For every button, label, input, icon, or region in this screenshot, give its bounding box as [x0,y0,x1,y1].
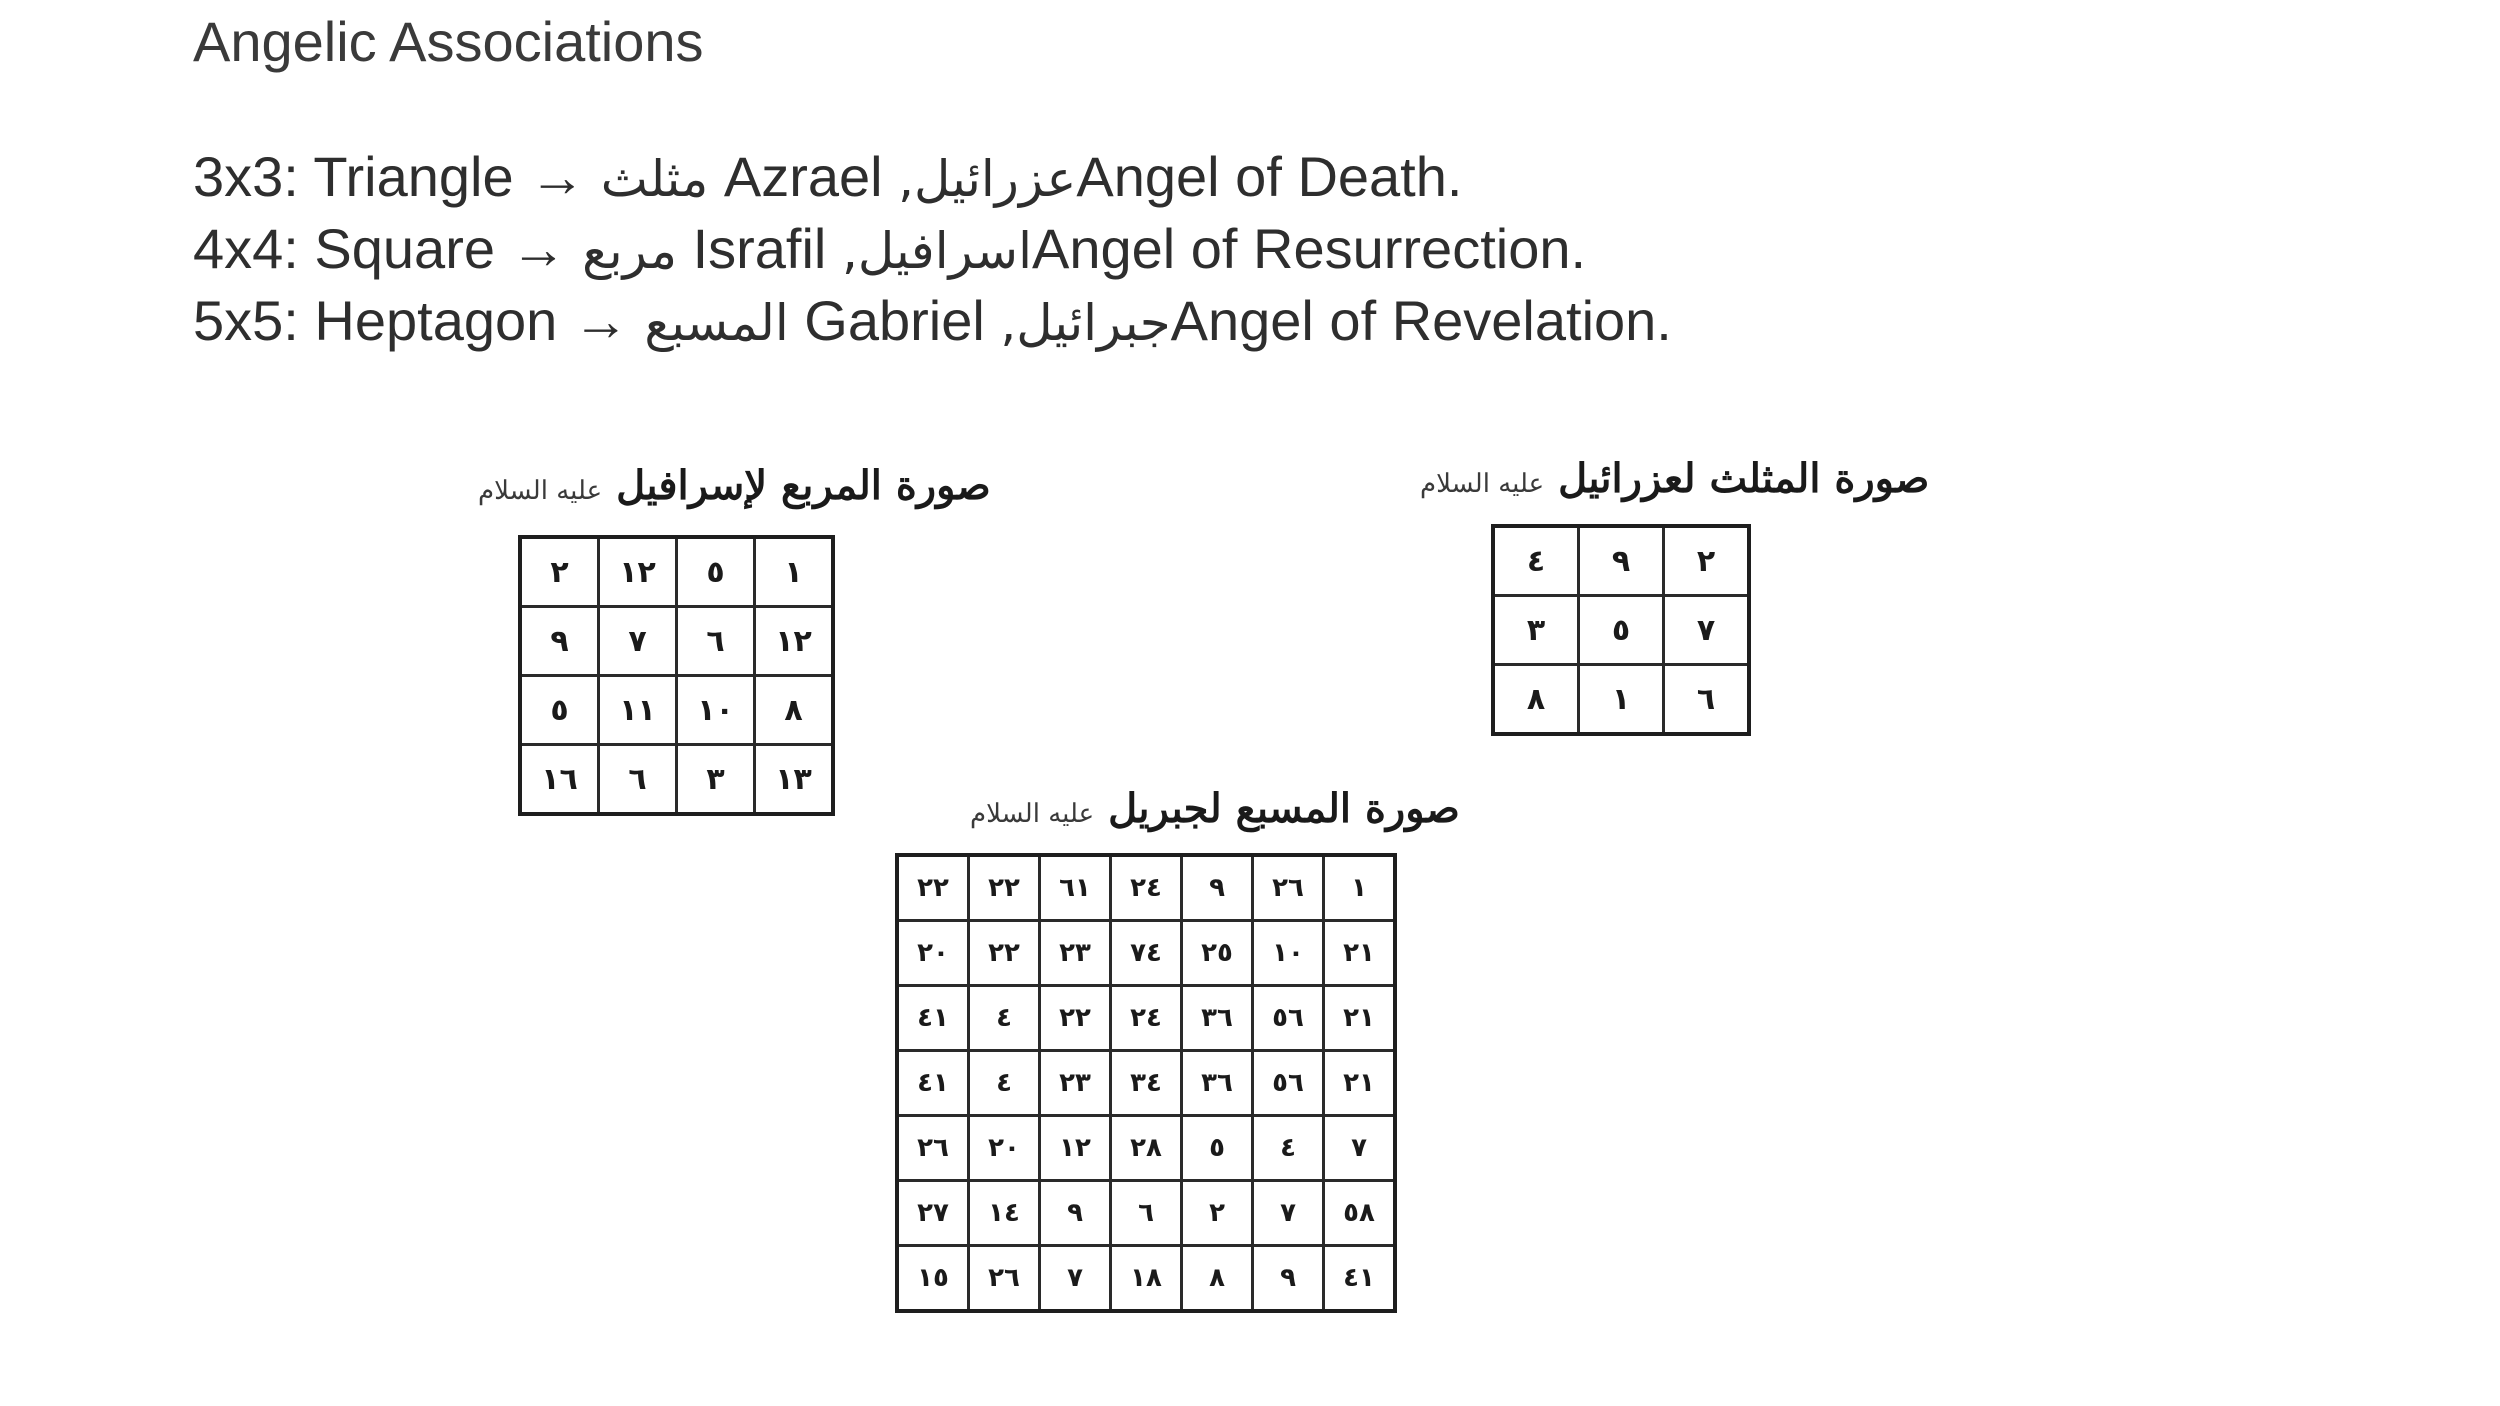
heptagon-caption-text: صورة المسبع لجبريل [1108,785,1460,832]
grid-cell: ٥ [1182,1116,1253,1181]
grid-cell: ١٤ [969,1181,1040,1246]
grid-cell: ٢١ [1324,921,1396,986]
association-prefix: 3x3: Triangle → [193,145,601,208]
grid-cell: ٤١ [897,1051,969,1116]
grid-cell: ٥٦ [1253,986,1324,1051]
grid-cell: ٥ [677,537,755,607]
association-square [193,214,1672,286]
grid-cell: ١٨ [1111,1246,1182,1312]
triangle-caption [1420,455,1929,502]
heptagon-caption [970,785,1460,832]
grid-cell: ٦١ [1040,855,1111,921]
square-magic-grid [518,535,835,816]
grid-cell: ٨ [755,676,834,745]
angel-name: Israfil [677,217,842,280]
grid-cell: ١٠ [677,676,755,745]
association-prefix: 5x5: Heptagon → [193,289,645,352]
grid-cell: ٥٨ [1324,1181,1396,1246]
grid-cell: ٣ [1493,596,1579,665]
grid-cell: ٢ [520,537,599,607]
grid-cell: ١ [1324,855,1396,921]
angel-role: Angel of Resurrection. [1031,217,1587,280]
arabic-shape: مثلث [600,150,709,208]
grid-cell: ٩ [520,607,599,676]
grid-row [1493,596,1749,665]
grid-row [897,1051,1395,1116]
square-caption [478,462,991,509]
grid-cell: ٢٣ [1040,1051,1111,1116]
grid-row [897,1181,1395,1246]
grid-cell: ٩ [1253,1246,1324,1312]
grid-cell: ٥٦ [1253,1051,1324,1116]
grid-cell: ٢٢ [1040,986,1111,1051]
grid-cell: ١٠ [1253,921,1324,986]
grid-cell: ١٣ [755,745,834,815]
grid-cell: ٧ [1253,1181,1324,1246]
grid-row [520,676,833,745]
grid-cell: ٣٦ [1182,986,1253,1051]
grid-cell: ٩ [1040,1181,1111,1246]
grid-cell: ٦ [1111,1181,1182,1246]
grid-cell: ١٢ [1040,1116,1111,1181]
arabic-angel: ,جبرائيل [1000,294,1171,352]
angel-name: Azrael [708,145,899,208]
grid-cell: ٢٢ [969,921,1040,986]
association-list [193,142,1672,358]
honorific-calligraphy: عليه السلام [1420,469,1545,499]
grid-cell: ٢٤ [1111,986,1182,1051]
grid-row [520,537,833,607]
grid-row [520,607,833,676]
square-caption-text: صورة المربع لإسرافيل [616,462,991,509]
association-prefix: 4x4: Square → [193,217,583,280]
grid-cell: ٤ [969,986,1040,1051]
grid-cell: ٢ [1664,526,1750,596]
grid-row [897,921,1395,986]
grid-row [897,986,1395,1051]
grid-cell: ٣ [677,745,755,815]
grid-cell: ١ [1579,665,1664,735]
grid-cell: ١ [755,537,834,607]
grid-cell: ٢٢ [969,855,1040,921]
grid-cell: ٣٦ [1182,1051,1253,1116]
grid-cell: ٢٦ [1253,855,1324,921]
grid-row [897,1116,1395,1181]
grid-cell: ٤ [1493,526,1579,596]
triangle-caption-text: صورة المثلث لعزرائيل [1558,455,1930,502]
grid-row [897,855,1395,921]
honorific-calligraphy: عليه السلام [478,476,603,506]
grid-cell: ٢ [1182,1181,1253,1246]
grid-row [1493,665,1749,735]
honorific-calligraphy: عليه السلام [970,799,1095,829]
grid-cell: ٤ [969,1051,1040,1116]
grid-cell: ٢١ [1324,1051,1396,1116]
slide-title: Angelic Associations [193,10,704,73]
grid-cell: ٤١ [897,986,969,1051]
association-heptagon [193,286,1672,358]
arabic-shape: المسبع [644,294,789,352]
grid-row [520,745,833,815]
grid-cell: ١٢ [599,537,677,607]
grid-cell: ٢٦ [897,1116,969,1181]
grid-cell: ٤ [1253,1116,1324,1181]
grid-cell: ٦ [1664,665,1750,735]
grid-cell: ١٢ [755,607,834,676]
grid-cell: ٧ [1664,596,1750,665]
grid-cell: ١٦ [520,745,599,815]
grid-cell: ٤١ [1324,1246,1396,1312]
association-triangle [193,142,1672,214]
grid-cell: ٦ [677,607,755,676]
angel-role: Angel of Revelation. [1170,289,1672,352]
arabic-angel: ,عزرائيل [898,150,1077,208]
arabic-shape: مربع [582,222,678,280]
grid-cell: ٢٨ [1111,1116,1182,1181]
grid-cell: ٧ [1324,1116,1396,1181]
grid-cell: ٩ [1579,526,1664,596]
grid-cell: ٥ [1579,596,1664,665]
grid-cell: ٩ [1182,855,1253,921]
grid-cell: ١١ [599,676,677,745]
triangle-magic-grid [1491,524,1751,736]
grid-cell: ٧٤ [1111,921,1182,986]
arabic-angel: ,اسرافيل [841,222,1032,280]
grid-cell: ٧ [1040,1246,1111,1312]
grid-cell: ١٥ [897,1246,969,1312]
grid-cell: ٨ [1493,665,1579,735]
grid-cell: ٢٢ [897,855,969,921]
grid-cell: ٢٧ [897,1181,969,1246]
grid-cell: ٢١ [1324,986,1396,1051]
angel-name: Gabriel [788,289,1001,352]
grid-cell: ٨ [1182,1246,1253,1312]
grid-row [1493,526,1749,596]
grid-cell: ٥ [520,676,599,745]
grid-row [897,1246,1395,1312]
angel-role: Angel of Death. [1076,145,1463,208]
grid-cell: ٢٥ [1182,921,1253,986]
grid-cell: ٢٦ [969,1246,1040,1312]
grid-cell: ٢٠ [969,1116,1040,1181]
grid-cell: ٧ [599,607,677,676]
grid-cell: ٦ [599,745,677,815]
grid-cell: ٢٤ [1111,855,1182,921]
grid-cell: ٣٤ [1111,1051,1182,1116]
heptagon-magic-grid [895,853,1397,1313]
grid-cell: ٢٠ [897,921,969,986]
grid-cell: ٢٣ [1040,921,1111,986]
